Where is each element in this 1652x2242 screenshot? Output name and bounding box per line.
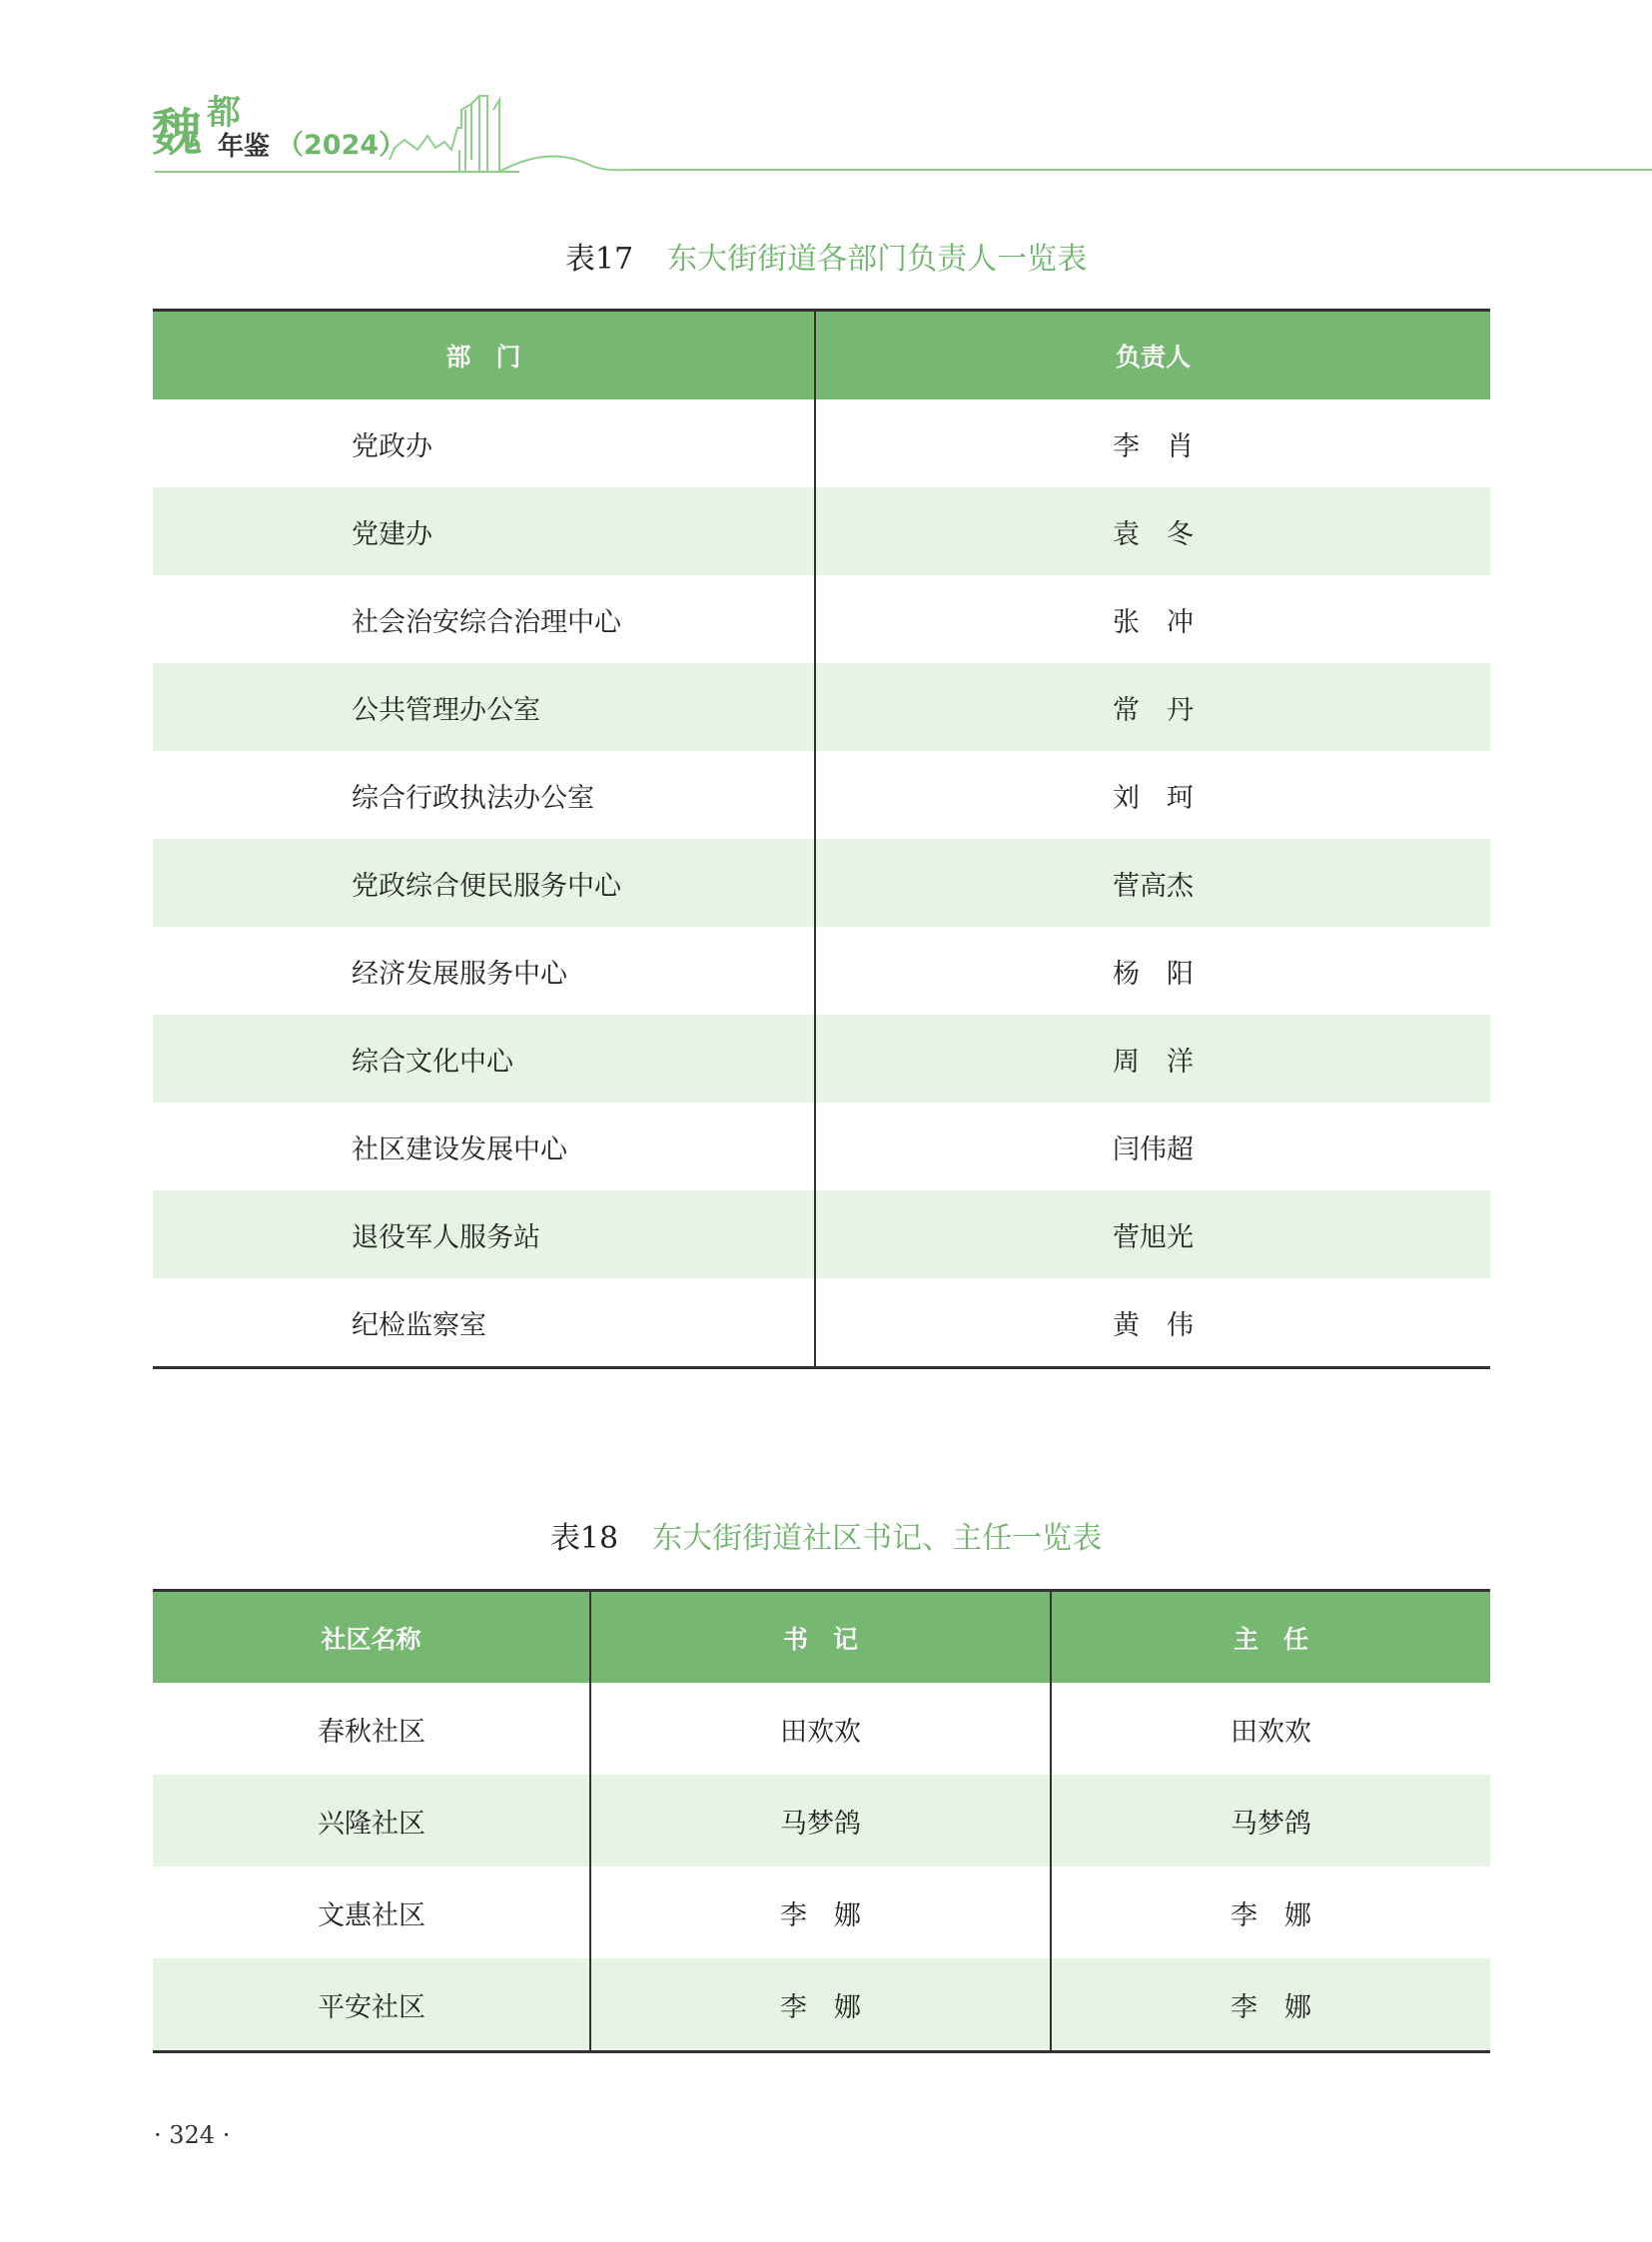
table-row	[153, 1775, 1490, 1867]
head-cell: 黄 伟	[815, 1278, 1490, 1368]
table-row	[153, 487, 1490, 575]
table-row	[153, 927, 1490, 1015]
head-cell: 李 肖	[815, 399, 1490, 487]
community-cell: 兴隆社区	[153, 1775, 590, 1867]
table18-header-row	[153, 1591, 1490, 1684]
table17-title: 东大街街道各部门负责人一览表	[667, 242, 1088, 277]
page-number: · 324 ·	[154, 2121, 231, 2149]
table17-header-row	[153, 311, 1490, 400]
table17-caption	[0, 242, 1652, 277]
table18-number: 表18	[549, 1521, 619, 1556]
director-cell: 马梦鸽	[1051, 1775, 1490, 1867]
director-cell: 田欢欢	[1051, 1683, 1490, 1775]
department-cell: 党建办	[153, 487, 815, 575]
community-cell: 文惠社区	[318, 1899, 425, 1931]
department-cell: 党政综合便民服务中心	[153, 839, 815, 927]
table-row	[153, 1015, 1490, 1103]
secretary-cell: 李 娜	[590, 1867, 1051, 1958]
table-row	[153, 575, 1490, 663]
logo-year: （2024）	[277, 130, 407, 161]
head-cell: 菅旭光	[815, 1190, 1490, 1278]
head-cell: 常 丹	[815, 663, 1490, 751]
table-row	[153, 663, 1490, 751]
department-cell: 社会治安综合治理中心	[352, 606, 621, 638]
community-cell: 春秋社区	[318, 1716, 425, 1748]
column-header-community: 社区名称	[153, 1591, 590, 1684]
head-cell: 刘 珂	[815, 751, 1490, 839]
head-cell: 周 洋	[815, 1015, 1490, 1103]
page-header	[0, 0, 1652, 180]
table18	[153, 1589, 1490, 2053]
table-row	[153, 839, 1490, 927]
department-cell: 社区建设发展中心	[352, 1133, 567, 1165]
table-row	[153, 399, 1490, 487]
logo-char-du: 都	[207, 93, 241, 133]
head-cell: 闫伟超	[815, 1103, 1490, 1190]
secretary-cell: 李 娜	[590, 1958, 1051, 2052]
table17-number: 表17	[564, 242, 634, 277]
table18-caption	[0, 1521, 1652, 1556]
table-row	[153, 1103, 1490, 1190]
secretary-cell: 田欢欢	[590, 1683, 1051, 1775]
department-cell: 退役军人服务站	[153, 1190, 815, 1278]
column-header-department: 部 门	[153, 311, 815, 400]
column-header-secretary: 书 记	[590, 1591, 1051, 1684]
head-cell: 袁 冬	[815, 487, 1490, 575]
director-cell: 李 娜	[1051, 1867, 1490, 1958]
department-cell: 综合行政执法办公室	[352, 782, 594, 814]
table-row	[153, 751, 1490, 839]
secretary-cell: 马梦鸽	[590, 1775, 1051, 1867]
department-cell: 公共管理办公室	[153, 663, 815, 751]
table-row	[153, 1867, 1490, 1958]
column-header-director: 主 任	[1051, 1591, 1490, 1684]
department-cell: 经济发展服务中心	[352, 958, 567, 990]
department-cell: 纪检监察室	[352, 1309, 486, 1341]
table-row	[153, 1278, 1490, 1368]
department-cell: 综合文化中心	[153, 1015, 815, 1103]
department-cell: 党政办	[352, 430, 432, 462]
head-cell: 杨 阳	[815, 927, 1490, 1015]
head-cell: 菅高杰	[815, 839, 1490, 927]
table-row	[153, 1683, 1490, 1775]
community-cell: 平安社区	[153, 1958, 590, 2052]
logo-title: 年鉴	[218, 132, 271, 162]
table18-title: 东大街街道社区书记、主任一览表	[652, 1521, 1103, 1556]
logo-char-wei: 魏	[152, 104, 202, 162]
table17	[153, 309, 1490, 1369]
column-header-head: 负责人	[815, 311, 1490, 400]
table-row	[153, 1958, 1490, 2052]
director-cell: 李 娜	[1051, 1958, 1490, 2052]
head-cell: 张 冲	[815, 575, 1490, 663]
table-row	[153, 1190, 1490, 1278]
